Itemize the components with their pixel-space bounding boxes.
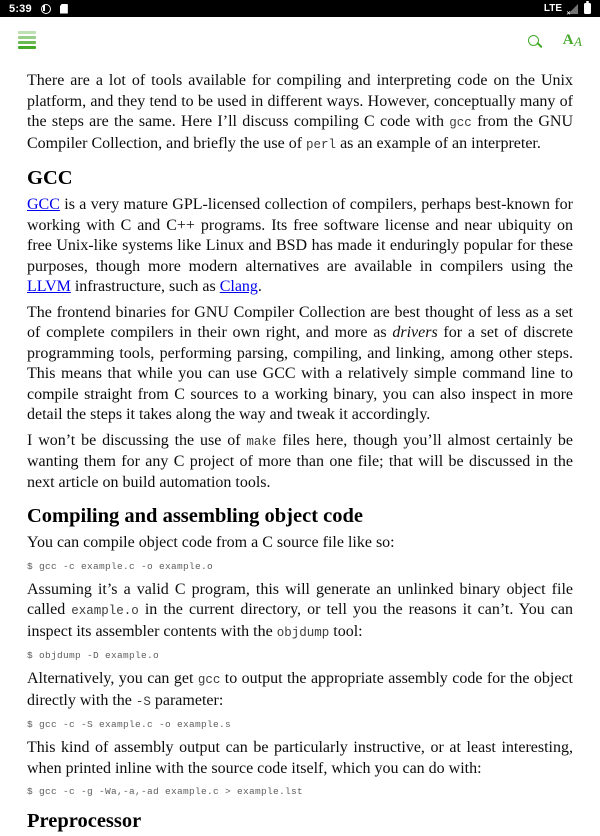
text-run: in the current directory, or tell you the reasons it can’t. You can inspect its assembler contents with the [27,601,573,640]
paragraph [27,580,573,644]
paragraph [27,533,573,554]
text-run: There are a lot of tools available for compiling and interpreting code on the Unix platform, and they tend to be used in different ways. However, conceptually many of the steps are the same. Here I’ll discuss compiling C code with [27,72,573,130]
menu-button[interactable] [14,26,40,54]
paragraph [27,303,573,426]
text-run: parameter: [150,691,224,709]
inline-code: -S [135,694,151,709]
code-block: $ gcc -c -S example.c -o example.s [27,719,232,730]
text-run: . [257,278,262,295]
paragraph [27,195,573,298]
paragraph [27,71,573,155]
text-run: to output the appropriate assembly code for the object directly with the [27,670,574,709]
code-block: $ gcc -c example.c -o example.o [27,560,214,572]
app-toolbar [0,17,600,63]
text-run: is a very mature GPL-licensed collection of compilers, perhaps best-known for working with C and C++ programs. Its free software license and near ubiquity on free Unix-like systems like Linux and BSD has made it enduringly popular for these purposes, though more modern alternatives are available in compilers using the [27,196,573,275]
inline-code: example.o [71,604,139,618]
inline-link[interactable]: Clang [219,278,258,295]
section-heading: Compiling and assembling object code [27,505,363,527]
text-run: I won’t be discussing the use of [27,431,247,449]
text-run: files here, though you’ll almost certainly be wanting them for any C project of more than one file; that will be discussed in the next article on build automation tools. [27,431,573,491]
text-run: Assuming it’s a valid C program, this will generate an unlinked binary object file called [27,580,573,618]
network-type-label: LTE [543,3,562,14]
text-run: tool: [329,622,363,640]
status-bar [0,0,600,17]
text-run: from the GNU Compiler Collection, and briefly the use of [27,113,574,152]
signal-strength-icon [567,4,578,14]
inline-link[interactable]: GCC [27,196,60,213]
code-block: $ objdump -D example.o [27,650,160,661]
search-button[interactable] [524,31,543,50]
paragraph [27,431,573,494]
code-block: $ gcc -c -g -Wa,-a,-ad example.c > example.lst [27,786,304,797]
text-run: Alternatively, you can get [27,670,198,687]
data-saver-icon [41,4,51,14]
paragraph [27,738,573,779]
text-run: for a set of discrete programming tools, performing parsing, compiling, and linking, among other steps. This means that while you can use GCC with a relatively simple command line to compile straight from C sources to a working binary, you can also inspect in more detail the steps it takes along the way and tweak it accordingly. [27,324,574,423]
section-heading: Preprocessor [27,810,142,832]
search-icon [528,35,539,46]
inline-code: perl [306,137,337,152]
article-content [0,63,600,836]
sim-card-icon [60,4,68,14]
status-time: 5:39 [9,2,32,15]
inline-code: gcc [197,673,221,687]
hamburger-menu-icon [18,31,36,34]
text-run: as an example of an interpreter. [336,134,541,152]
font-size-button[interactable] [559,28,586,53]
font-size-icon: AA [562,31,582,49]
inline-link[interactable]: LLVM [27,278,71,295]
emphasis-text: drivers [392,324,438,341]
text-run: The frontend binaries for GNU Compiler Collection are best thought of less as a set of complete compilers in their own right, and more as [27,303,573,341]
text-run: This kind of assembly output can be particularly instructive, or at least interesting, when printed inline with the source code itself, which you can do with: [27,739,573,777]
battery-icon [584,3,591,14]
section-heading: GCC [27,167,73,189]
text-run: You can compile object code from a C source file like so: [27,534,395,551]
inline-code: objdump [276,625,330,640]
text-run: infrastructure, such as [70,278,220,295]
inline-code: gcc [449,116,472,130]
inline-code: make [246,434,277,449]
paragraph [27,669,573,712]
